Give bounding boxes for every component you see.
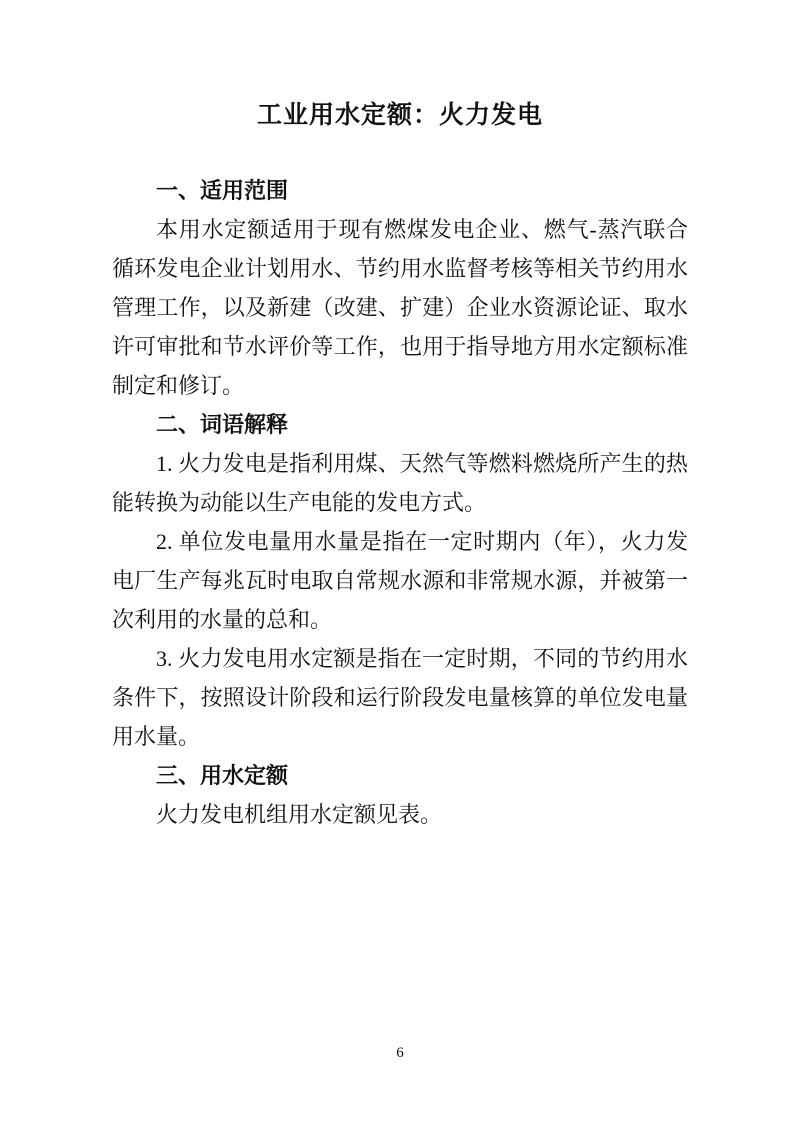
definition-item-2: 2. 单位发电量用水量是指在一定时期内（年），火力发电厂生产每兆瓦时电取自常规水源和非常规水源，并被第一次利用的水量的总和。 [112,529,688,632]
page-title: 工业用水定额：火力发电 [256,102,543,129]
page-number: 6 [396,1045,404,1061]
scope-paragraph: 本用水定额适用于现有燃煤发电企业、燃气-蒸汽联合循环发电企业计划用水、节约用水监督考核等相关节约用水管理工作，以及新建（改建、扩建）企业水资源论证、取水许可审批和节水评价等工作，也用于指导地方用水定额标准制定和修订。 [112,217,688,398]
document-content [112,96,688,834]
definition-item-3: 3. 火力发电用水定额是指在一定时期，不同的节约用水条件下，按照设计阶段和运行阶段发电量核算的单位发电量用水量。 [112,646,688,749]
section-heading-quota: 三、用水定额 [156,763,289,788]
section-heading-definitions: 二、词语解释 [156,412,289,437]
definition-item-1: 1. 火力发电是指利用煤、天然气等燃料燃烧所产生的热能转换为动能以生产电能的发电方式。 [112,451,688,515]
quota-paragraph: 火力发电机组用水定额见表。 [156,802,443,827]
section-heading-scope: 一、适用范围 [156,178,289,203]
